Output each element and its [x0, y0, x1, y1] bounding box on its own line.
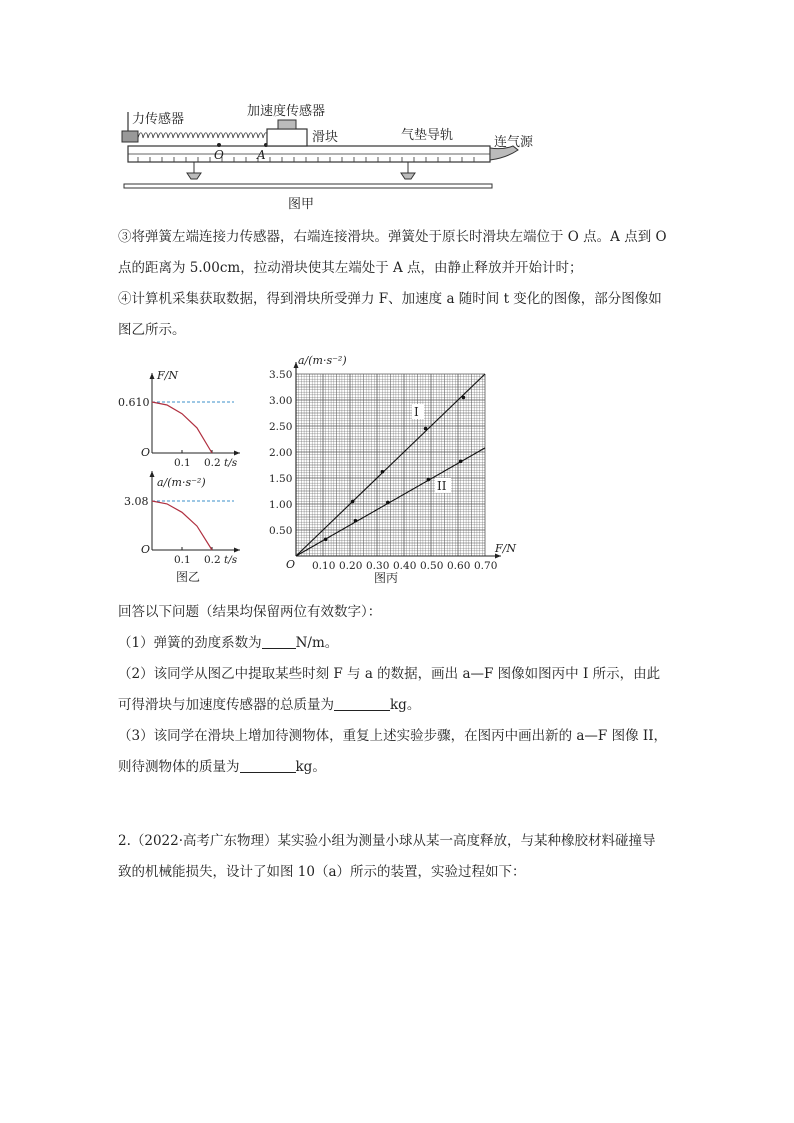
q3-answer-blank[interactable]: [240, 758, 296, 773]
bing-point-I: [424, 427, 428, 431]
label-force-sensor: 力传感器: [132, 112, 185, 127]
bing-point-I: [462, 396, 466, 400]
f-t-ylabel: F/N: [157, 369, 178, 382]
force-sensor-block: [122, 131, 138, 142]
step-3-paragraph: [118, 222, 688, 284]
a-t-xtick-0: 0.1: [174, 554, 191, 566]
bing-origin: O: [286, 558, 296, 571]
q2-unit: kg。: [390, 697, 421, 713]
questions-block: [118, 597, 688, 783]
base-plate: [124, 184, 492, 188]
bing-point-II: [354, 519, 358, 523]
f-t-xlabel: t/s: [224, 457, 238, 469]
chart-f-t: [118, 369, 240, 469]
bing-ytick-label: 1.00: [269, 499, 293, 511]
bing-point-II: [386, 501, 390, 505]
q2-text: 可得滑块与加速度传感器的总质量为: [118, 697, 334, 713]
label-accel-sensor: 加速度传感器: [247, 104, 326, 119]
bing-xticks: [312, 560, 497, 572]
figure-bing: [262, 352, 524, 586]
bing-xtick-label: 0.70: [474, 560, 498, 572]
f-t-origin: O: [141, 446, 151, 459]
figure-jia: [118, 98, 558, 216]
a-t-xlabel: t/s: [224, 554, 238, 566]
bing-point-II: [324, 538, 328, 542]
bing-xtick-label: 0.10: [312, 560, 336, 572]
q3-text: 则待测物体的质量为: [118, 759, 240, 775]
a-t-curve: [152, 501, 212, 550]
line-label-ii-text: II: [437, 479, 447, 493]
question-2-line-2: [118, 690, 688, 721]
questions-intro: 回答以下问题（结果均保留两位有效数字）：: [118, 604, 382, 620]
line-label-ii: [435, 478, 451, 493]
bing-point-II: [459, 460, 463, 464]
question-3-line-1: （3）该同学在滑块上增加待测物体，重复上述实验步骤，在图丙中画出新的 a—F 图像 II，: [118, 728, 668, 744]
bing-xtick-label: 0.30: [366, 560, 390, 572]
label-point-a: A: [257, 148, 266, 162]
bing-points: [324, 396, 465, 542]
a-t-origin: O: [141, 543, 151, 556]
bing-point-I: [351, 500, 355, 504]
spring: [138, 133, 276, 138]
label-point-o: O: [214, 148, 224, 162]
bing-point-II: [427, 478, 431, 482]
f-t-curve: [152, 402, 212, 453]
accel-sensor-block: [278, 120, 296, 129]
bing-ylabel: a/(m·s⁻²): [298, 354, 347, 367]
bing-yticks: [269, 369, 292, 537]
bing-xtick-label: 0.40: [393, 560, 417, 572]
a-t-ylabel: a/(m·s⁻²): [157, 476, 206, 489]
bing-ytick-label: 0.50: [269, 525, 293, 537]
a-t-xtick-1: 0.2: [204, 554, 221, 566]
line-label-i: [412, 404, 424, 419]
line-label-i-text: I: [414, 405, 419, 419]
label-air-track: 气垫导轨: [401, 128, 454, 143]
f-t-xtick-1: 0.2: [204, 457, 221, 469]
label-slider: 滑块: [312, 130, 339, 145]
point-o-dot: [217, 143, 221, 147]
question-3-line-2: [118, 752, 688, 783]
bing-ytick-label: 3.00: [269, 395, 293, 407]
step-4-line-2: 图乙所示。: [118, 322, 186, 338]
bing-xtick-label: 0.50: [420, 560, 444, 572]
caption-jia: 图甲: [288, 197, 315, 212]
step-3-line-2: 点的距离为 5.00cm，拉动滑块使其左端处于 A 点，由静止释放并开始计时；: [118, 260, 583, 276]
bing-ytick-label: 1.50: [269, 473, 293, 485]
track-foot-left: [187, 162, 201, 179]
bing-xlabel: F/N: [495, 542, 516, 555]
f-t-peak-value: 0.610: [118, 396, 150, 409]
chart-a-t: [124, 471, 240, 566]
q1-unit: N/m。: [295, 635, 339, 651]
bing-ytick-label: 3.50: [269, 369, 293, 381]
problem-2-line-2: 致的机械能损失，设计了如图 10（a）所示的装置，实验过程如下：: [118, 864, 526, 880]
question-2-line-1: （2）该同学从图乙中提取某些时刻 F 与 a 的数据，画出 a—F 图像如图丙中 I 所示，由此: [118, 666, 661, 682]
step-4-paragraph: [118, 284, 688, 346]
bing-xtick-label: 0.60: [447, 560, 471, 572]
f-t-xtick-0: 0.1: [174, 457, 191, 469]
question-1: [118, 628, 688, 659]
caption-bing: 图丙: [374, 571, 399, 585]
q2-answer-blank[interactable]: [334, 696, 390, 711]
caption-yi: 图乙: [176, 570, 201, 584]
q1-text: （1）弹簧的劲度系数为: [118, 635, 262, 651]
bing-point-I: [381, 470, 385, 474]
slider-block: [267, 129, 307, 146]
problem-2-line-1: 2.（2022·高考广东物理）某实验小组为测量小球从某一高度释放，与某种橡胶材料碰撞导: [118, 833, 656, 849]
bing-ytick-label: 2.50: [269, 421, 293, 433]
label-air-source: 连气源: [494, 135, 534, 150]
q1-answer-blank[interactable]: [262, 634, 296, 649]
figure-yi: [118, 365, 252, 587]
bing-xtick-label: 0.20: [339, 560, 363, 572]
problem-2-paragraph: [118, 826, 688, 888]
track-foot-right: [401, 162, 415, 179]
a-t-peak-value: 3.08: [124, 495, 149, 508]
bing-ytick-label: 2.00: [269, 447, 293, 459]
q3-unit: kg。: [295, 759, 326, 775]
step-4-line-1: ④计算机采集获取数据，得到滑块所受弹力 F、加速度 a 随时间 t 变化的图像，部分图像如: [118, 291, 662, 307]
step-3-line-1: ③将弹簧左端连接力传感器，右端连接滑块。弹簧处于原长时滑块左端位于 O 点。A 点到 O: [118, 229, 667, 245]
